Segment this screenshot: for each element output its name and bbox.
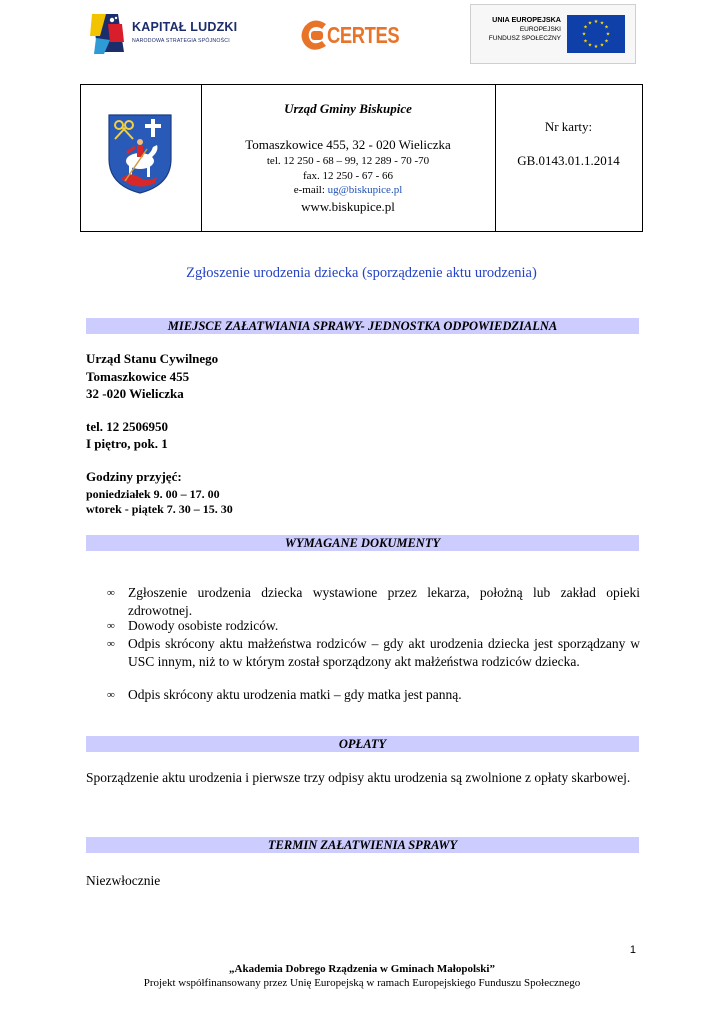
eu-line3: FUNDUSZ SPOŁECZNY <box>488 35 561 42</box>
certes-c-icon <box>300 18 330 52</box>
svg-text:★: ★ <box>593 19 599 25</box>
eu-logo <box>470 4 636 64</box>
fees-text: Sporządzenie aktu urodzenia i pierwsze trzy odpisy aktu urodzenia są zwolnione z opłaty skarbowej. <box>86 770 631 785</box>
section-heading-fees: OPŁATY <box>86 736 639 752</box>
svg-text:★: ★ <box>604 24 609 31</box>
section-heading-place: MIEJSCE ZAŁATWIANIA SPRAWY- JEDNOSTKA ODPOWIEDZIALNA <box>86 318 639 334</box>
office-name: Urząd Gminy Biskupice <box>284 101 412 116</box>
card-number-value: GB.0143.01.1.2014 <box>517 153 620 168</box>
office-unit-phone: tel. 12 2506950 <box>86 419 168 434</box>
coat-of-arms-icon <box>107 113 173 195</box>
office-email-line <box>201 184 495 196</box>
footer-funding-note: Projekt współfinansowany przez Unię Europejską w ramach Europejskiego Funduszu Społecznego <box>143 977 581 989</box>
card-number-cell <box>495 85 642 231</box>
document-title: Zgłoszenie urodzenia dziecka (sporządzenie aktu urodzenia) <box>186 265 537 281</box>
eu-line2: EUROPEJSKI <box>519 26 561 33</box>
list-item-text: Odpis skrócony aktu małżeństwa rodziców – gdy akt urodzenia dziecka jest sporządzany w USC innym, niż to w którym został sporządzony akt małżeństwa rodziców dziecka. <box>128 636 640 669</box>
section-heading-deadline: TERMIN ZAŁATWIENIA SPRAWY <box>86 837 639 853</box>
list-item-text: Dowody osobiste rodziców. <box>128 618 279 633</box>
svg-text:★: ★ <box>604 38 609 45</box>
office-phone: tel. 12 250 - 68 – 99, 12 289 - 70 -70 <box>266 155 430 167</box>
svg-text:★: ★ <box>605 31 611 38</box>
office-unit-floor: I piętro, pok. 1 <box>86 436 168 451</box>
bullet-icon: ∞ <box>107 638 115 650</box>
svg-text:★: ★ <box>587 20 593 27</box>
svg-text:★: ★ <box>581 31 587 38</box>
svg-text:★: ★ <box>599 42 605 49</box>
office-info-cell <box>201 85 496 231</box>
list-item <box>107 686 640 704</box>
email-label: e-mail: <box>293 184 328 196</box>
svg-text:★: ★ <box>599 20 605 27</box>
kapital-ludzki-logo <box>88 8 238 60</box>
deadline-text: Niezwłocznie <box>86 873 161 888</box>
svg-text:★: ★ <box>583 24 588 31</box>
office-hours-1: poniedziałek 9. 00 – 17. 00 <box>86 487 220 501</box>
list-item <box>107 635 640 670</box>
list-item-text: Zgłoszenie urodzenia dziecka wystawione przez lekarza, położną lub zakład opieki zdrowotnej. <box>128 585 640 618</box>
certes-text: CERTES <box>327 22 400 48</box>
eu-line1: UNIA EUROPEJSKA <box>492 15 561 24</box>
card-number-label: Nr karty: <box>544 119 593 134</box>
list-item <box>107 617 640 635</box>
footer-project-name: „Akademia Dobrego Rządzenia w Gminach Małopolski” <box>229 963 495 975</box>
bullet-icon: ∞ <box>107 587 115 599</box>
eu-logo-text <box>477 15 561 43</box>
office-unit-city: 32 -020 Wieliczka <box>86 386 184 401</box>
header-table <box>80 84 643 232</box>
kapital-ludzki-title: KAPITAŁ LUDZKI <box>132 20 238 34</box>
kapital-ludzki-emblem-icon <box>88 10 128 56</box>
office-unit-street: Tomaszkowice 455 <box>86 369 190 384</box>
certes-logo <box>300 18 400 52</box>
kapital-ludzki-subtitle: NARODOWA STRATEGIA SPÓJNOŚCI <box>132 38 230 44</box>
bullet-icon: ∞ <box>107 620 115 632</box>
eu-flag-icon <box>567 15 625 53</box>
bullet-icon: ∞ <box>107 689 115 701</box>
svg-text:★: ★ <box>593 44 599 50</box>
crest-cell <box>81 85 202 231</box>
email-link[interactable]: ug@biskupice.pl <box>327 184 403 196</box>
svg-text:★: ★ <box>587 42 593 49</box>
list-item <box>107 584 640 619</box>
page-number: 1 <box>629 944 636 956</box>
section-heading-documents: WYMAGANE DOKUMENTY <box>86 535 639 551</box>
office-hours-2: wtorek - piątek 7. 30 – 15. 30 <box>86 502 233 516</box>
office-website: www.biskupice.pl <box>301 199 395 214</box>
office-fax: fax. 12 250 - 67 - 66 <box>302 170 394 182</box>
eu-stars-icon <box>567 15 625 53</box>
office-unit-name: Urząd Stanu Cywilnego <box>86 351 219 366</box>
list-item-text: Odpis skrócony aktu urodzenia matki – gdy matka jest panną. <box>128 687 462 702</box>
svg-text:★: ★ <box>583 38 588 45</box>
office-address: Tomaszkowice 455, 32 - 020 Wieliczka <box>245 137 451 152</box>
office-hours-label: Godziny przyjęć: <box>86 469 182 484</box>
